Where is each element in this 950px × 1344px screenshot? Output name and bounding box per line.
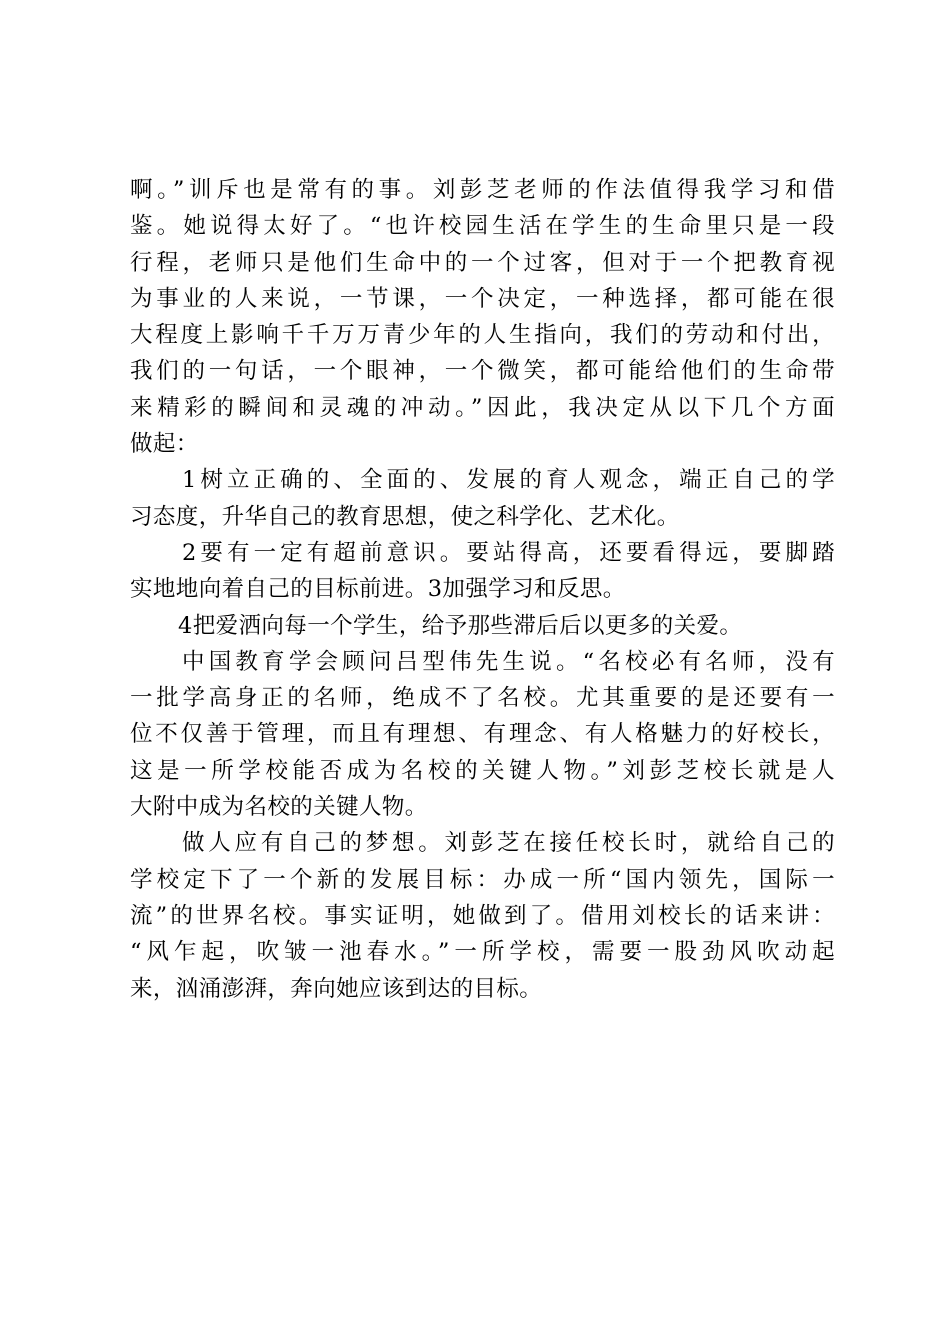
- text-line: 一批学高身正的名师，绝成不了名校。尤其重要的是还要有一: [130, 685, 835, 712]
- text-line: 来，汹涌澎湃，奔向她应该到达的目标。: [130, 975, 543, 1002]
- paragraph-point-4: [130, 608, 835, 644]
- text-line: 习态度，升华自己的教育思想，使之科学化、艺术化。: [130, 503, 680, 530]
- paragraph-point-2: [130, 535, 835, 608]
- text-line: 来精彩的瞬间和灵魂的冲动。”因此，我决定从以下几个方面: [130, 394, 835, 421]
- text-line: 大附中成为名校的关键人物。: [130, 794, 428, 821]
- paragraph-point-1: [130, 462, 835, 535]
- text-line: 4把爱洒向每一个学生，给予那些滞后后以更多的关爱。: [178, 612, 743, 639]
- text-line: 啊。”训斥也是常有的事。刘彭芝老师的作法值得我学习和借: [130, 177, 835, 203]
- text-line: 为事业的人来说，一节课，一个决定，一种选择，都可能在很: [130, 285, 835, 312]
- text-line: 中国教育学会顾问吕型伟先生说。“名校必有名师，没有: [182, 648, 835, 675]
- text-line: 做人应有自己的梦想。刘彭芝在接任校长时，就给自己的: [182, 830, 835, 857]
- text-line: 流”的世界名校。事实证明，她做到了。借用刘校长的话来讲：: [130, 902, 835, 929]
- text-line: 位不仅善于管理，而且有理想、有理念、有人格魅力的好校长，: [130, 721, 835, 748]
- paragraph-quote-continuation: [130, 172, 835, 462]
- text-line: 2要有一定有超前意识。要站得高，还要看得远，要脚踏: [182, 539, 835, 566]
- text-line: “风乍起，吹皱一池春水。”一所学校，需要一股劲风吹动起: [130, 939, 835, 966]
- text-line: 学校定下了一个新的发展目标：办成一所“国内领先，国际一: [130, 866, 835, 893]
- text-line: 做起：: [130, 431, 199, 458]
- text-line: 大程度上影响千千万万青少年的人生指向，我们的劳动和付出，: [130, 322, 835, 349]
- text-line: 我们的一句话，一个眼神，一个微笑，都可能给他们的生命带: [130, 358, 835, 385]
- text-line: 1树立正确的、全面的、发展的育人观念，端正自己的学: [182, 467, 835, 494]
- text-line: 实地地向着自己的目标前进。3加强学习和反思。: [130, 576, 626, 603]
- text-line: 鉴。她说得太好了。“也许校园生活在学生的生命里只是一段: [130, 213, 835, 240]
- paragraph-famous-schools: [130, 644, 835, 825]
- paragraph-dream: [130, 825, 835, 1006]
- text-line: 这是一所学校能否成为名校的关键人物。”刘彭芝校长就是人: [130, 757, 835, 784]
- document-body: [130, 172, 835, 1007]
- text-line: 行程，老师只是他们生命中的一个过客，但对于一个把教育视: [130, 249, 835, 276]
